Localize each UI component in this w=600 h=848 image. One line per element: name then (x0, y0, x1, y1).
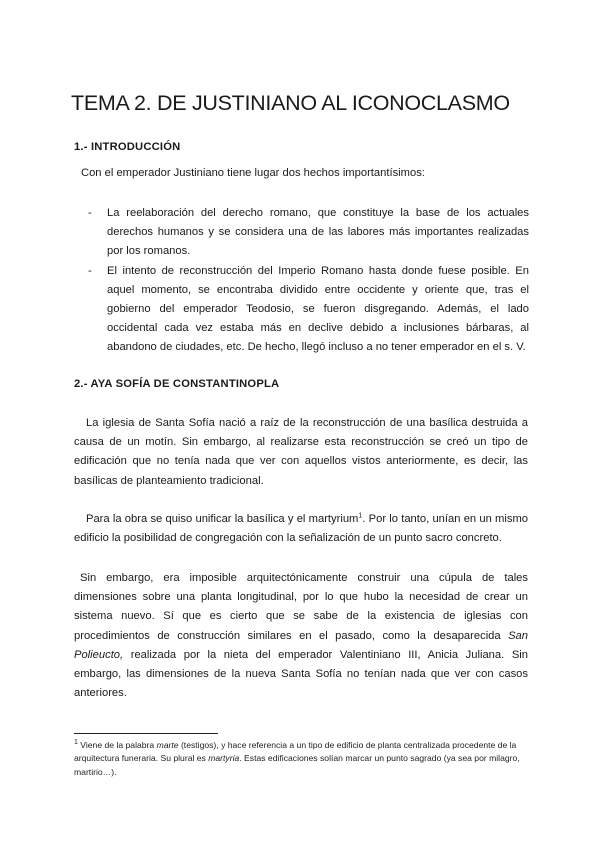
bullet-list (88, 204, 529, 358)
paragraph-text: realizada por la nieta del emperador Valentiniano III, Anicia Juliana. Sin embargo, las dimensiones de la nueva Santa Sofía no tenían nada que ver con casos anteriores. (74, 648, 528, 700)
paragraph-martyrium (74, 510, 528, 548)
footnote-text: . Estas edificaciones solían marcar un punto sagrado (ya sea por milagro, martirio…). (74, 753, 520, 777)
footnote (74, 739, 526, 779)
footnote-text: (testigos), y hace referencia a un tipo de edificio de planta centralizada procedente de la arquitectura funeraria. Su plural es (74, 740, 517, 764)
bullet-dash: - (88, 264, 92, 277)
footnote-divider (74, 733, 218, 734)
italic-term-san-polieucto: San Polieucto, (74, 629, 528, 661)
footnote-text: Viene de la palabra (77, 740, 157, 750)
list-item-text: El intento de reconstrucción del Imperio Romano hasta donde fuese posible. En aquel momento, se encontraba dividido entre occidente y oriente que, tras el gobierno del emperador Teodosio, se fueron disgregando. Además, el lado occidental cada vez estaba más en declive debido a inclusiones bárbaras, al abandono de ciudades, etc. De hecho, llegó incluso a no tener emperador en el s. V. (107, 264, 529, 354)
paragraph-cupula (74, 569, 528, 703)
section-heading-aya-sofia: 2.- AYA SOFÍA DE CONSTANTINOPLA (74, 378, 280, 390)
page-title: TEMA 2. DE JUSTINIANO AL ICONOCLASMO (71, 91, 510, 115)
list-item (88, 262, 529, 358)
paragraph-text: Sin embargo, era imposible arquitectónicamente construir una cúpula de tales dimensiones sobre una planta longitudinal, por lo que hubo la necesidad de crear un sistema nuevo. Sí que es cierto que se sabe de la existencia de iglesias con procedimientos de construcción similares en el pasado, como la desaparecida (74, 572, 528, 642)
list-item (88, 204, 529, 262)
paragraph-text: Para la obra se quiso unificar la basílica y el martyrium (86, 513, 359, 525)
list-item-text: La reelaboración del derecho romano, que constituye la base de los actuales derechos humanos y se considera una de las labores más importantes realizadas por los romanos. (107, 207, 529, 258)
paragraph-santa-sofia: La iglesia de Santa Sofía nació a raíz de la reconstrucción de una basílica destruida a causa de un motín. Sin embargo, al realizarse esta reconstrucción se creó un tipo de edificación que no tenía nada que ver con aquellos vistos anteriormente, es decir, las basílicas de planteamiento tradicional. (74, 417, 528, 487)
italic-term-marte: marte (156, 740, 179, 750)
bullet-dash: - (88, 207, 92, 219)
section-heading-introduccion: 1.- INTRODUCCIÓN (74, 141, 181, 153)
paragraph-text: . Por lo tanto, unían en un mismo edificio la posibilidad de congregación con la señalización de un punto sacro concreto. (74, 513, 528, 545)
footnote-reference: 1 (358, 512, 363, 520)
italic-term-martyria: martyria (208, 753, 240, 764)
footnote-marker: 1 (74, 739, 78, 747)
intro-paragraph: Con el emperador Justiniano tiene lugar dos hechos importantísimos: (81, 167, 425, 179)
